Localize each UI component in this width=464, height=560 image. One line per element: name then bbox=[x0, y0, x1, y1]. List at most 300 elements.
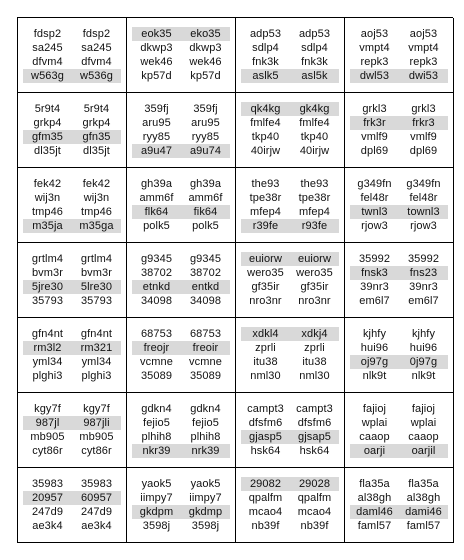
highlighted-pair-row bbox=[241, 219, 339, 233]
left-string: 68753 bbox=[140, 328, 173, 340]
right-string: gk4kg bbox=[299, 103, 330, 115]
pair-row bbox=[350, 102, 448, 116]
grid-cell bbox=[18, 168, 127, 243]
pair-row bbox=[241, 41, 339, 55]
pair-row bbox=[241, 55, 339, 69]
pair-row bbox=[350, 477, 448, 491]
left-string: wero35 bbox=[247, 267, 284, 279]
left-string: 35983 bbox=[31, 478, 64, 490]
left-string: sdlp4 bbox=[252, 42, 279, 54]
left-string: gkdpm bbox=[139, 506, 174, 518]
left-string: wij3n bbox=[34, 192, 61, 204]
left-string: zprli bbox=[255, 342, 276, 354]
pair-row bbox=[132, 294, 230, 308]
left-string: dl35jt bbox=[34, 145, 61, 157]
pair-row bbox=[132, 355, 230, 369]
pair-row bbox=[350, 416, 448, 430]
grid-cell bbox=[236, 18, 345, 93]
grid-cell bbox=[127, 18, 236, 93]
left-string: nml30 bbox=[250, 370, 281, 382]
left-string: qpalfm bbox=[248, 492, 283, 504]
pair-row bbox=[132, 191, 230, 205]
pair-row bbox=[350, 491, 448, 505]
left-string: vmpt4 bbox=[359, 42, 390, 54]
grid-cell bbox=[345, 468, 454, 543]
right-string: xdkj4 bbox=[301, 328, 328, 340]
pair-row bbox=[350, 369, 448, 383]
right-string: kp57d bbox=[190, 70, 221, 82]
pair-row bbox=[132, 219, 230, 233]
pair-row bbox=[132, 430, 230, 444]
left-string: kp57d bbox=[141, 70, 172, 82]
pair-row bbox=[23, 55, 121, 69]
left-string: dkwp3 bbox=[140, 42, 173, 54]
right-string: the93 bbox=[300, 178, 329, 190]
left-string: dwl53 bbox=[359, 70, 390, 82]
right-string: sdlp4 bbox=[301, 42, 328, 54]
left-string: vmlf9 bbox=[361, 131, 388, 143]
grid-cell bbox=[18, 318, 127, 393]
right-string: w536g bbox=[80, 70, 113, 82]
pair-row bbox=[241, 191, 339, 205]
pair-row bbox=[23, 205, 121, 219]
highlighted-pair-row bbox=[241, 430, 339, 444]
pair-row bbox=[132, 327, 230, 341]
right-string: wek46 bbox=[189, 56, 222, 68]
highlighted-pair-row bbox=[23, 416, 121, 430]
left-string: freojr bbox=[143, 342, 170, 354]
right-string: wero35 bbox=[296, 267, 333, 279]
highlighted-pair-row bbox=[241, 252, 339, 266]
highlighted-pair-row bbox=[132, 27, 230, 41]
pair-row bbox=[23, 430, 121, 444]
pair-row bbox=[23, 27, 121, 41]
left-string: grkl3 bbox=[362, 103, 387, 115]
right-string: 29028 bbox=[298, 478, 331, 490]
grid-cell bbox=[345, 93, 454, 168]
left-string: 987jl bbox=[35, 417, 60, 429]
highlighted-pair-row bbox=[132, 341, 230, 355]
right-string: freoir bbox=[192, 342, 219, 354]
pair-row bbox=[241, 205, 339, 219]
highlighted-pair-row bbox=[350, 444, 448, 458]
pair-row bbox=[132, 102, 230, 116]
left-string: ryy85 bbox=[142, 131, 171, 143]
left-string: fmlfe4 bbox=[250, 117, 281, 129]
left-string: qk4kg bbox=[250, 103, 281, 115]
pair-row bbox=[350, 27, 448, 41]
left-string: rm3l2 bbox=[33, 342, 62, 354]
pair-row bbox=[350, 280, 448, 294]
right-string: fik64 bbox=[193, 206, 218, 218]
right-string: gfn4nt bbox=[80, 328, 113, 340]
pair-row bbox=[350, 327, 448, 341]
right-string: caaop bbox=[408, 431, 439, 443]
left-string: repk3 bbox=[360, 56, 389, 68]
pair-row bbox=[241, 355, 339, 369]
pair-row bbox=[350, 191, 448, 205]
left-string: w563g bbox=[31, 70, 64, 82]
grid-cell bbox=[127, 393, 236, 468]
left-string: fel48r bbox=[360, 192, 389, 204]
left-string: 34098 bbox=[140, 295, 173, 307]
left-string: 40irjw bbox=[250, 145, 281, 157]
pair-row bbox=[350, 430, 448, 444]
left-string: gfm35 bbox=[31, 131, 64, 143]
left-string: 247d9 bbox=[31, 506, 64, 518]
left-string: gfn4nt bbox=[31, 328, 64, 340]
left-string: mcao4 bbox=[248, 506, 283, 518]
pair-row bbox=[23, 327, 121, 341]
comparison-grid bbox=[17, 17, 453, 543]
grid-cell bbox=[18, 243, 127, 318]
left-string: cyt86r bbox=[32, 445, 63, 457]
left-string: frk3r bbox=[363, 117, 386, 129]
right-string: nrk39 bbox=[191, 445, 220, 457]
grid-cell bbox=[345, 243, 454, 318]
pair-row bbox=[350, 252, 448, 266]
right-string: 34098 bbox=[189, 295, 222, 307]
right-string: sa245 bbox=[81, 42, 112, 54]
right-string: dpl69 bbox=[409, 145, 438, 157]
right-string: dl35jt bbox=[83, 145, 110, 157]
left-string: amm6f bbox=[139, 192, 174, 204]
pair-row bbox=[241, 505, 339, 519]
left-string: vcmne bbox=[140, 356, 173, 368]
pair-row bbox=[132, 477, 230, 491]
right-string: dkwp3 bbox=[189, 42, 222, 54]
left-string: aslk5 bbox=[252, 70, 279, 82]
left-string: campt3 bbox=[247, 403, 284, 415]
right-string: 35983 bbox=[80, 478, 113, 490]
left-string: mfep4 bbox=[249, 206, 282, 218]
right-string: gfn35 bbox=[82, 131, 111, 143]
left-string: oarji bbox=[363, 445, 386, 457]
left-string: itu38 bbox=[253, 356, 278, 368]
grid-cell bbox=[127, 168, 236, 243]
left-string: plhih8 bbox=[141, 431, 172, 443]
pair-row bbox=[350, 219, 448, 233]
pair-row bbox=[350, 177, 448, 191]
right-string: vmpt4 bbox=[408, 42, 439, 54]
right-string: oarjil bbox=[411, 445, 436, 457]
left-string: sa245 bbox=[32, 42, 63, 54]
left-string: ae3k4 bbox=[32, 520, 63, 532]
left-string: fdsp2 bbox=[33, 28, 62, 40]
pair-row bbox=[241, 444, 339, 458]
pair-row bbox=[350, 519, 448, 533]
right-string: fla35a bbox=[408, 478, 439, 490]
grid-cell bbox=[127, 468, 236, 543]
pair-row bbox=[23, 402, 121, 416]
right-string: vcmne bbox=[189, 356, 222, 368]
right-string: fek42 bbox=[82, 178, 111, 190]
left-string: r39fe bbox=[252, 220, 279, 232]
right-string: rm321 bbox=[80, 342, 113, 354]
right-string: fns23 bbox=[409, 267, 438, 279]
left-string: 5r9t4 bbox=[34, 103, 61, 115]
pair-row bbox=[23, 177, 121, 191]
right-string: nro3nr bbox=[298, 295, 331, 307]
grid-cell bbox=[18, 93, 127, 168]
left-string: em6l7 bbox=[359, 295, 390, 307]
left-string: dfvm4 bbox=[32, 56, 63, 68]
grid-cell bbox=[345, 168, 454, 243]
left-string: fek42 bbox=[33, 178, 62, 190]
pair-row bbox=[241, 341, 339, 355]
left-string: nro3nr bbox=[249, 295, 282, 307]
right-string: 35992 bbox=[407, 253, 440, 265]
right-string: 40irjw bbox=[299, 145, 330, 157]
pair-row bbox=[23, 369, 121, 383]
right-string: itu38 bbox=[302, 356, 327, 368]
pair-row bbox=[241, 491, 339, 505]
pair-row bbox=[241, 280, 339, 294]
pair-row bbox=[132, 266, 230, 280]
left-string: gdkn4 bbox=[141, 403, 172, 415]
right-string: mcao4 bbox=[297, 506, 332, 518]
pair-row bbox=[132, 369, 230, 383]
left-string: tpe38r bbox=[249, 192, 282, 204]
right-string: 3598j bbox=[191, 520, 220, 532]
grid-cell bbox=[236, 168, 345, 243]
left-string: m35ja bbox=[32, 220, 63, 232]
highlighted-pair-row bbox=[350, 266, 448, 280]
right-string: g349fn bbox=[406, 178, 441, 190]
right-string: dfsfm6 bbox=[297, 417, 332, 429]
right-string: gdkn4 bbox=[190, 403, 221, 415]
right-string: gf35ir bbox=[300, 281, 329, 293]
highlighted-pair-row bbox=[350, 205, 448, 219]
pair-row bbox=[23, 41, 121, 55]
pair-row bbox=[241, 116, 339, 130]
pair-row bbox=[132, 416, 230, 430]
right-string: 5lre30 bbox=[80, 281, 113, 293]
left-string: euiorw bbox=[248, 253, 282, 265]
right-string: entkd bbox=[191, 281, 220, 293]
left-string: eok35 bbox=[141, 28, 172, 40]
left-string: 5jre30 bbox=[31, 281, 64, 293]
right-string: bvm3r bbox=[80, 267, 113, 279]
left-string: al38gh bbox=[357, 492, 392, 504]
right-string: mfep4 bbox=[298, 206, 331, 218]
left-string: kgy7f bbox=[34, 403, 61, 415]
pair-row bbox=[241, 177, 339, 191]
highlighted-pair-row bbox=[132, 444, 230, 458]
grid-cell bbox=[18, 18, 127, 93]
right-string: 0j97g bbox=[409, 356, 438, 368]
left-string: fla35a bbox=[359, 478, 390, 490]
highlighted-pair-row bbox=[350, 69, 448, 83]
right-string: 60957 bbox=[80, 492, 113, 504]
right-string: yaok5 bbox=[190, 478, 221, 490]
right-string: dami46 bbox=[405, 506, 442, 518]
left-string: 35089 bbox=[140, 370, 173, 382]
right-string: repk3 bbox=[409, 56, 438, 68]
right-string: tmp46 bbox=[80, 206, 113, 218]
highlighted-pair-row bbox=[350, 116, 448, 130]
left-string: xdkl4 bbox=[252, 328, 279, 340]
right-string: aoj53 bbox=[409, 28, 438, 40]
left-string: g9345 bbox=[140, 253, 173, 265]
pair-row bbox=[132, 55, 230, 69]
pair-row bbox=[23, 444, 121, 458]
pair-row bbox=[132, 116, 230, 130]
right-string: 35793 bbox=[80, 295, 113, 307]
right-string: tpe38r bbox=[298, 192, 331, 204]
left-string: fnsk3 bbox=[361, 267, 388, 279]
right-string: fejio5 bbox=[192, 417, 219, 429]
right-string: zprli bbox=[304, 342, 325, 354]
right-string: grtlm4 bbox=[80, 253, 113, 265]
right-string: gkdmp bbox=[188, 506, 223, 518]
left-string: a9u47 bbox=[140, 145, 173, 157]
highlighted-pair-row bbox=[132, 280, 230, 294]
grid-cell bbox=[345, 318, 454, 393]
left-string: polk5 bbox=[143, 220, 170, 232]
pair-row bbox=[241, 27, 339, 41]
pair-row bbox=[132, 252, 230, 266]
left-string: wek46 bbox=[140, 56, 173, 68]
left-string: gjasp5 bbox=[248, 431, 282, 443]
left-string: caaop bbox=[359, 431, 390, 443]
right-string: m35ga bbox=[79, 220, 114, 232]
left-string: daml46 bbox=[356, 506, 393, 518]
highlighted-pair-row bbox=[23, 280, 121, 294]
pair-row bbox=[23, 477, 121, 491]
right-string: kjhfy bbox=[411, 328, 436, 340]
right-string: gjsap5 bbox=[297, 431, 331, 443]
right-string: 987jli bbox=[83, 417, 110, 429]
right-string: nb39f bbox=[300, 520, 329, 532]
right-string: wij3n bbox=[83, 192, 110, 204]
right-string: fmlfe4 bbox=[299, 117, 330, 129]
left-string: hui96 bbox=[360, 342, 389, 354]
right-string: dfvm4 bbox=[81, 56, 112, 68]
left-string: fajioj bbox=[362, 403, 387, 415]
right-string: fnk3k bbox=[301, 56, 328, 68]
left-string: 35992 bbox=[358, 253, 391, 265]
right-string: wplai bbox=[410, 417, 437, 429]
pair-row bbox=[241, 294, 339, 308]
grid-cell bbox=[236, 93, 345, 168]
grid-cell bbox=[18, 393, 127, 468]
grid-cell bbox=[236, 468, 345, 543]
left-string: 359fj bbox=[144, 103, 169, 115]
highlighted-pair-row bbox=[241, 477, 339, 491]
left-string: tkp40 bbox=[251, 131, 280, 143]
right-string: vmlf9 bbox=[410, 131, 437, 143]
highlighted-pair-row bbox=[132, 205, 230, 219]
pair-row bbox=[132, 402, 230, 416]
right-string: mb905 bbox=[79, 431, 114, 443]
left-string: yaok5 bbox=[141, 478, 172, 490]
pair-row bbox=[241, 416, 339, 430]
pair-row bbox=[241, 266, 339, 280]
right-string: fdsp2 bbox=[82, 28, 111, 40]
right-string: plhih8 bbox=[190, 431, 221, 443]
right-string: al38gh bbox=[406, 492, 441, 504]
pair-row bbox=[132, 177, 230, 191]
left-string: aru95 bbox=[142, 117, 171, 129]
right-string: asl5k bbox=[301, 70, 328, 82]
right-string: dwi53 bbox=[408, 70, 439, 82]
grid-cell bbox=[236, 318, 345, 393]
right-string: gh39a bbox=[189, 178, 222, 190]
grid-cell bbox=[236, 393, 345, 468]
pair-row bbox=[350, 341, 448, 355]
pair-row bbox=[23, 191, 121, 205]
right-string: 359fj bbox=[193, 103, 218, 115]
right-string: hsk64 bbox=[299, 445, 330, 457]
right-string: grkp4 bbox=[82, 117, 111, 129]
right-string: nml30 bbox=[299, 370, 330, 382]
pair-row bbox=[350, 402, 448, 416]
pair-row bbox=[23, 519, 121, 533]
left-string: gh39a bbox=[140, 178, 173, 190]
left-string: grtlm4 bbox=[31, 253, 64, 265]
pair-row bbox=[23, 294, 121, 308]
grid-cell bbox=[345, 393, 454, 468]
right-string: plghi3 bbox=[81, 370, 112, 382]
pair-row bbox=[350, 144, 448, 158]
right-string: nlk9t bbox=[411, 370, 436, 382]
left-string: kjhfy bbox=[362, 328, 387, 340]
left-string: nkr39 bbox=[142, 445, 171, 457]
grid-cell bbox=[236, 243, 345, 318]
left-string: g349fn bbox=[357, 178, 392, 190]
right-string: amm6f bbox=[188, 192, 223, 204]
left-string: oj97g bbox=[360, 356, 389, 368]
pair-row bbox=[132, 491, 230, 505]
pair-row bbox=[350, 130, 448, 144]
left-string: 20957 bbox=[31, 492, 64, 504]
right-string: aru95 bbox=[191, 117, 220, 129]
right-string: kgy7f bbox=[83, 403, 110, 415]
right-string: iimpy7 bbox=[189, 492, 222, 504]
left-string: the93 bbox=[251, 178, 280, 190]
left-string: faml57 bbox=[357, 520, 392, 532]
right-string: euiorw bbox=[297, 253, 331, 265]
left-string: iimpy7 bbox=[140, 492, 173, 504]
right-string: r93fe bbox=[301, 220, 328, 232]
left-string: 39nr3 bbox=[360, 281, 389, 293]
grid-cell bbox=[127, 93, 236, 168]
right-string: a9u74 bbox=[189, 145, 222, 157]
left-string: grkp4 bbox=[33, 117, 62, 129]
left-string: dfsfm6 bbox=[248, 417, 283, 429]
pair-row bbox=[241, 130, 339, 144]
highlighted-pair-row bbox=[23, 130, 121, 144]
left-string: plghi3 bbox=[32, 370, 63, 382]
pair-row bbox=[23, 505, 121, 519]
right-string: 247d9 bbox=[80, 506, 113, 518]
left-string: gf35ir bbox=[251, 281, 280, 293]
left-string: 29082 bbox=[249, 478, 282, 490]
left-string: flk64 bbox=[144, 206, 169, 218]
right-string: em6l7 bbox=[408, 295, 439, 307]
right-string: townl3 bbox=[407, 206, 440, 218]
right-string: qpalfm bbox=[297, 492, 332, 504]
pair-row bbox=[132, 130, 230, 144]
right-string: hui96 bbox=[409, 342, 438, 354]
right-string: 39nr3 bbox=[409, 281, 438, 293]
pair-row bbox=[23, 102, 121, 116]
grid-cell bbox=[127, 243, 236, 318]
right-string: frkr3 bbox=[412, 117, 435, 129]
pair-row bbox=[241, 402, 339, 416]
highlighted-pair-row bbox=[241, 69, 339, 83]
